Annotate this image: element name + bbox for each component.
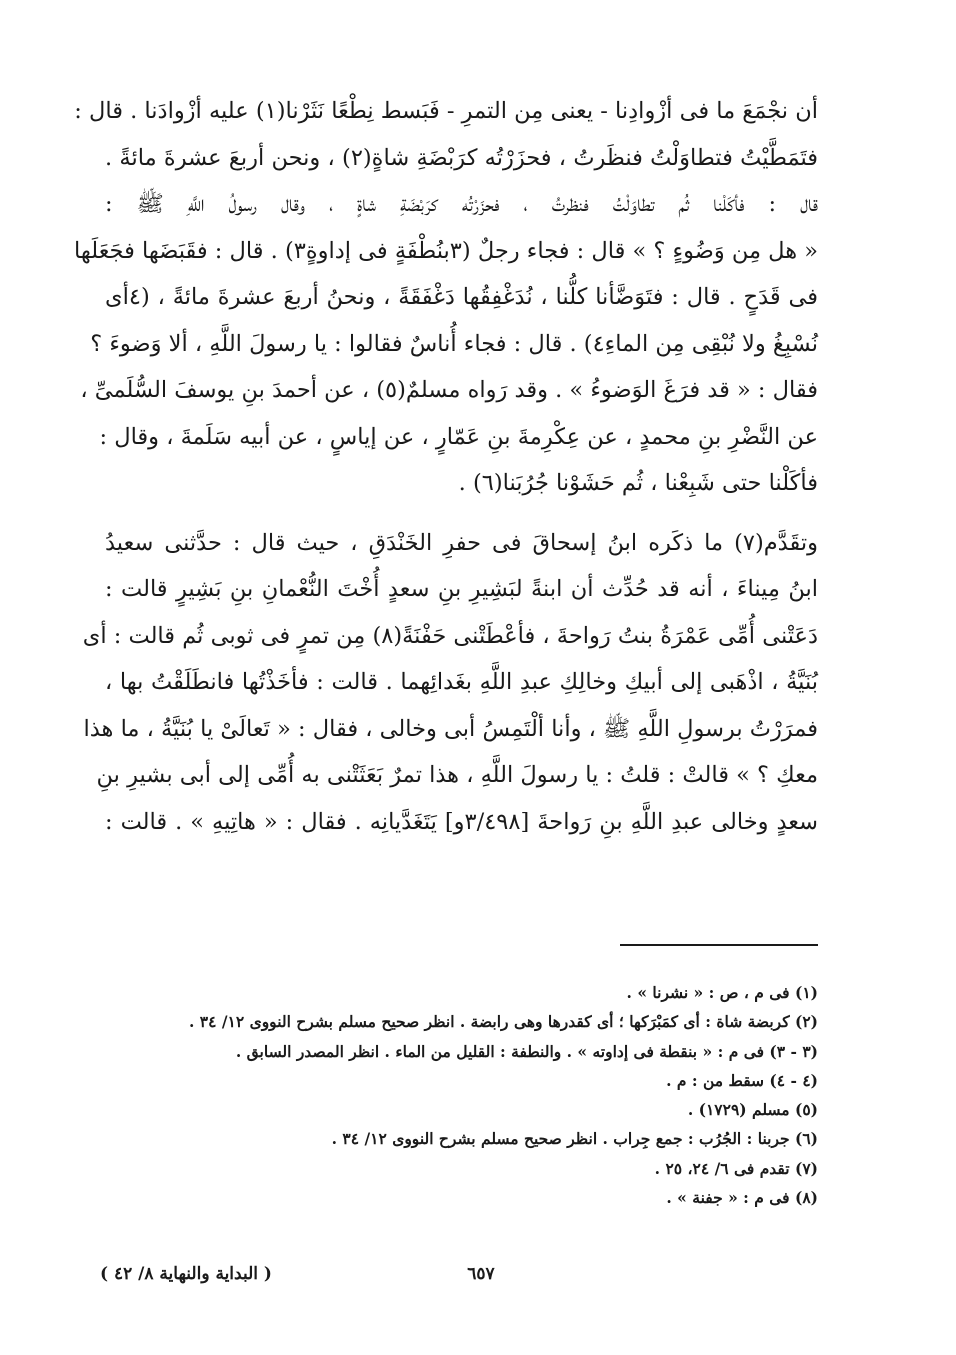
book-reference: ( البداية والنهاية ٨/ ٤٢ ) [100,1264,272,1284]
text-line: « هل مِن وَضُوءٍ ؟ » قال : فجاء رجلٌ (٣بنُطْفَةٍ فى إداوةٍ٣) . قال : فقَبَضَها فجَعَلَها [74,237,818,264]
footnote: (١) فى م ، ص : « نشرنا » . [626,983,818,1002]
text-line: فقال : « قد فرَغَ الوَضوءُ » . وقد رَواه مسلمٌ(٥) ، عن أحمدَ بنِ يوسفَ السُّلَمىِّ ، [80,377,818,403]
page-number: ٦٥٧ [467,1264,495,1284]
text-line: سعدٍ وخالى عبدِ اللَّهِ بنِ رَواحةَ [٣/٤٩٨و] يَتَغَدَّيانِه . فقال : « هاتِيهِ » . قالت : [105,808,818,835]
footnote-separator [620,944,818,946]
text-line: عن النَّضْرِ بنِ محمدٍ ، عن عِكْرِمةَ بنِ عَمّارٍ ، عن إياسٍ ، عن أبيه سَلَمةَ ، وقال : [99,423,818,450]
footnotes [105,978,818,1212]
footnote: (٧) تقدم فى ٦/ ٢٤، ٢٥ . [654,1158,818,1178]
text-line: بُنَيَّةُ ، اذْهَبى إلى أبيكِ وخالِكِ عبدِ اللَّهِ بغَدائِهما . قالت : فأخَذْتُها فانطَلَقْتُ بها ، [105,669,818,695]
main-text [74,88,818,845]
text-line: دَعَتْنى أُمِّى عَمْرَةُ بنتُ رَواحةَ ، فأعْطَتْنى حَفْنَةً(٨) مِن تمرٍ فى ثوبى ثُم قالت : أى [82,622,818,649]
text-line: نُسْبِغُ ولا نُبْقِى مِن الماءِ٤) . قال : فجاء أُناسٌ فقالوا : يا رسولَ اللَّهِ ، ألا وَضوءَ ؟ [90,330,818,357]
text-line: فأكَلْنا حتى شَبِعْنا ، ثُم حَشَوْنا جُرُبَنا(٦) . [458,470,818,496]
footnote: (٣ - ٣) فى م : « بنقطة فى إداوته » . والنطفة : القليل من الماء . انظر المصدر السابق . [235,1041,818,1061]
text-line: أن نجْمَعَ ما فى أزْوادِنا - يعنى مِن التمرِ - فَبَسط نِطْعًا نَثَرْنا(١) عليه أزْوادَنا . قال : [74,98,818,124]
text-line: ابنُ مِيناءَ ، أنه قد حُدِّث أن ابنةً لبَشِيرِ بنِ سعدٍ أُخْتَ النُّعْمانِ بنِ بَشِيرٍ قالت : [105,576,818,602]
text-line: معكِ ؟ » قالتْ : قلتُ : يا رسولَ اللَّهِ ، هذا تمرٌ بَعَثَتْنى به أُمِّى إلى أبى بشيرِ بنِ [96,762,818,788]
footnote: (٦) جربنا : الجُرُب : جمع جِراب . انظر صحيح مسلم بشرح النووى ١٢/ ٣٤ . [331,1129,818,1149]
text-line: فمرَرْتُ برسولِ اللَّهِ ﷺ ، وأنا ألْتَمِسُ أبى وخالى ، فقال : « تَعالَىْ يا بُنَيَّةُ ، ما هذا [83,715,818,742]
text-line: فى قَدَحٍ . قال : فتَوَضَّأنا كلُّنا ، نُدَغْفِقُها دَغْفَقَةً ، ونحنُ أربعَ عشرةَ مائةً ، (٤أى [105,284,818,310]
paragraph-gap [105,507,818,520]
footnote: (٥) مسلم (١٧٢٩) . [687,1100,818,1120]
page-footer [0,1264,956,1294]
footnote: (٨) فى م : « جفنة » . [666,1188,818,1208]
text-line: وتقَدَّم(٧) ما ذكَره ابنُ إسحاقَ فى حفرِ الخَنْدَقِ ، حيث قال : حدَّثنى سعيدُ [105,529,818,556]
footnote: (٢) كربضة شاة : أى كمَبْرَكها ؛ أى كقدرها وهى رابضة . انظر صحيح مسلم بشرح النووى ١٢/ ٣٤ . [189,1012,818,1032]
text-line: قال : فأكَلْنا ثُم تطاوَلْتُ فنظرتُ ، فحزَرْتُه كرَبْضَةِ شاةٍ ، وقال رسولُ اللَّهِ ﷺ : [105,191,818,217]
text-line: فتَمَطَّيْتُ فتطاوَلْتُ فنظَرتُ ، فحزَرْتُه كرَبْضَةِ شاةٍ(٢) ، ونحن أربعَ عشرةَ مائةً . [105,144,818,171]
footnote: (٤ - ٤) سقط من : م . [666,1070,818,1090]
